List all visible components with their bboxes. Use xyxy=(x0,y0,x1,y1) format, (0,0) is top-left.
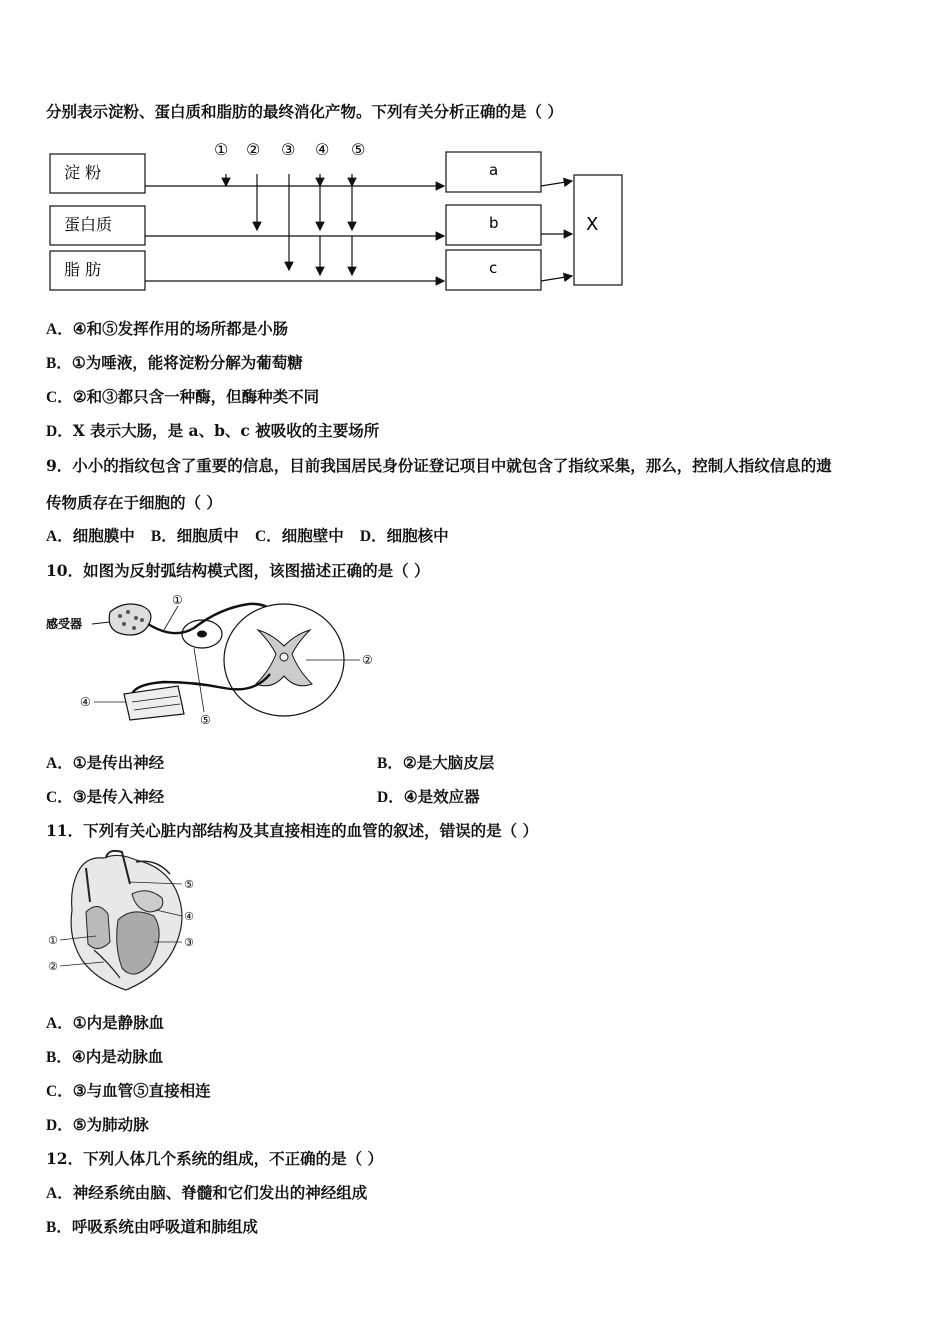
juice-3-label: ③ xyxy=(281,140,296,159)
receptor-label: 感受器 xyxy=(46,617,83,631)
product-c-label: c xyxy=(489,259,498,277)
fat-label: 脂 肪 xyxy=(64,260,102,279)
q8-option-a: A．④和⑤发挥作用的场所都是小肠 xyxy=(46,319,289,338)
organ-x-label: X xyxy=(586,214,599,235)
heart-mark-4: ④ xyxy=(184,910,194,923)
heart-diagram xyxy=(46,850,206,995)
q10-option-b: B．②是大脑皮层 xyxy=(377,753,495,772)
q8-option-c: C．②和③都只含一种酶，但酶种类不同 xyxy=(46,387,320,406)
q11-option-d: D．⑤为肺动脉 xyxy=(46,1115,149,1134)
reflex-mark-2: ② xyxy=(362,653,373,667)
q10-option-c: C．③是传入神经 xyxy=(46,787,165,806)
juice-5-label: ⑤ xyxy=(351,140,366,159)
reflex-mark-1: ① xyxy=(172,593,183,607)
q10-option-d: D．④是效应器 xyxy=(377,787,480,806)
reflex-mark-4: ④ xyxy=(80,695,91,709)
juice-2-label: ② xyxy=(246,140,261,159)
heart-mark-3: ③ xyxy=(184,936,194,949)
receptor-skin xyxy=(109,604,151,635)
q9-stem-line1: 9．小小的指纹包含了重要的信息，目前我国居民身份证登记项目中就包含了指纹采集，那么，控制人指纹信息的遗 xyxy=(46,456,832,475)
reflex-arc-diagram xyxy=(44,590,389,735)
q8-option-b: B．①为唾液，能将淀粉分解为葡萄糖 xyxy=(46,353,303,372)
q12-option-b: B．呼吸系统由呼吸道和肺组成 xyxy=(46,1217,258,1236)
q8-option-d: D．X 表示大肠，是 a、b、c 被吸收的主要场所 xyxy=(46,421,380,440)
q9-options: A．细胞膜中 B．细胞质中 C．细胞壁中 D．细胞核中 xyxy=(46,526,449,545)
protein-label: 蛋白质 xyxy=(64,215,113,234)
heart-mark-2: ② xyxy=(48,960,58,973)
digestion-diagram xyxy=(46,138,636,298)
product-a-label: a xyxy=(489,161,499,179)
q10-stem: 10．如图为反射弧结构模式图，该图描述正确的是（ ） xyxy=(46,561,430,580)
q9-stem-line2: 传物质存在于细胞的（ ） xyxy=(46,493,222,512)
q11-option-a: A．①内是静脉血 xyxy=(46,1013,165,1032)
product-b-label: b xyxy=(489,214,499,232)
q11-stem: 11．下列有关心脏内部结构及其直接相连的血管的叙述，错误的是（ ） xyxy=(46,821,538,840)
juice-4-label: ④ xyxy=(315,140,330,159)
starch-label: 淀 粉 xyxy=(64,163,102,182)
q8-stem: 分别表示淀粉、蛋白质和脂肪的最终消化产物。下列有关分析正确的是（ ） xyxy=(46,102,563,121)
reflex-mark-5: ⑤ xyxy=(200,713,211,727)
heart-mark-1: ① xyxy=(48,934,58,947)
q12-option-a: A．神经系统由脑、脊髓和它们发出的神经组成 xyxy=(46,1183,368,1202)
q11-option-b: B．④内是动脉血 xyxy=(46,1047,164,1066)
q10-option-a: A．①是传出神经 xyxy=(46,753,165,772)
juice-1-label: ① xyxy=(214,140,229,159)
q11-option-c: C．③与血管⑤直接相连 xyxy=(46,1081,211,1100)
q12-stem: 12．下列人体几个系统的组成，不正确的是（ ） xyxy=(46,1149,383,1168)
heart-mark-5: ⑤ xyxy=(184,878,194,891)
